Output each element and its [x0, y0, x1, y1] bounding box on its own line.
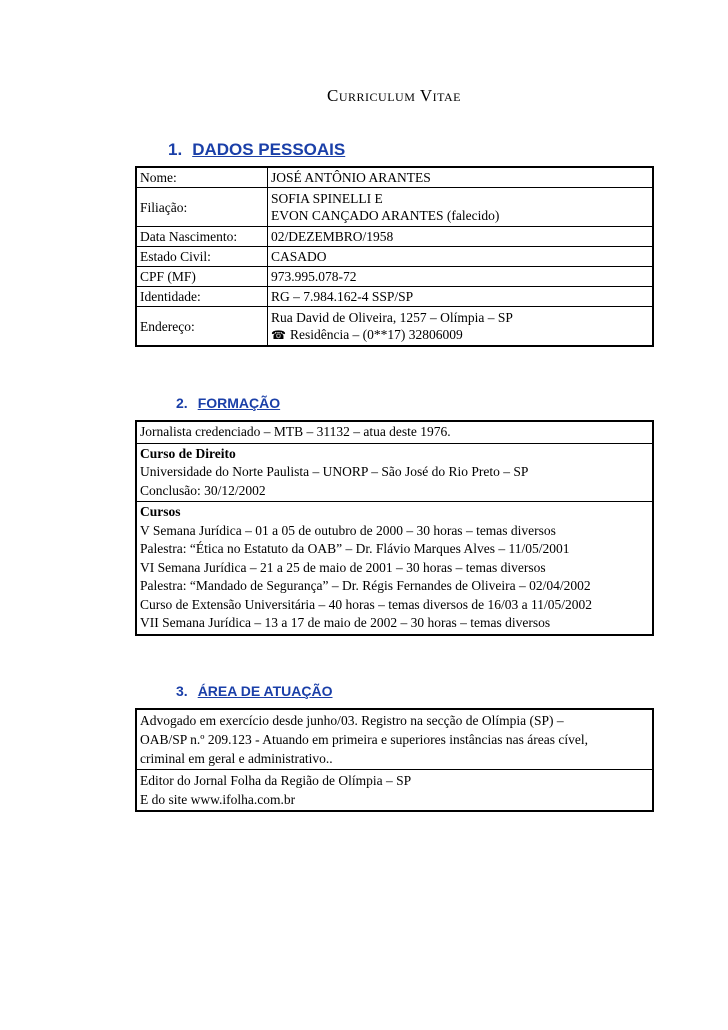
table-row [136, 247, 653, 267]
field-value [268, 188, 654, 227]
field-value: 02/DEZEMBRO/1958 [268, 227, 654, 247]
item-line: Advogado em exercício desde junho/03. Registro na secção de Olímpia (SP) – [140, 713, 564, 728]
field-label: Identidade: [136, 287, 268, 307]
field-label: Filiação: [136, 188, 268, 227]
item-line: V Semana Jurídica – 01 a 05 de outubro de 2000 – 30 horas – temas diversos [140, 522, 556, 538]
field-value: RG – 7.984.162-4 SSP/SP [268, 287, 654, 307]
item-line: VI Semana Jurídica – 21 a 25 de maio de 2001 – 30 horas – temas diversos [140, 559, 546, 575]
table-row [136, 267, 653, 287]
list-item [137, 444, 652, 503]
item-line: VII Semana Jurídica – 13 a 17 de maio de 2002 – 30 horas – temas diversos [140, 615, 551, 630]
section-heading-formacao [176, 395, 280, 411]
list-item [137, 710, 652, 770]
document-title: Curriculum Vitae [327, 86, 461, 105]
item-line: E do site www.ifolha.com.br [140, 792, 296, 807]
personal-data-table [135, 166, 654, 347]
field-label: Data Nascimento: [136, 227, 268, 247]
section-heading-dados-pessoais [168, 140, 345, 160]
section-heading-area-atuacao [176, 683, 333, 699]
field-value: CASADO [268, 247, 654, 267]
field-label: Estado Civil: [136, 247, 268, 267]
field-value [268, 307, 654, 347]
item-line: Palestra: “Mandado de Segurança” – Dr. Régis Fernandes de Oliveira – 02/04/2002 [140, 578, 591, 593]
table-row [136, 227, 653, 247]
item-line: Universidade do Norte Paulista – UNORP – São José do Rio Preto – SP [140, 464, 529, 479]
section-number: 1. [168, 140, 183, 159]
item-line: Curso de Extensão Universitária – 40 horas – temas diversos de 16/03 a 11/05/2002 [140, 596, 593, 612]
table-row [136, 307, 653, 347]
value-line [271, 326, 649, 344]
item-line: Editor do Jornal Folha da Região de Olímpia – SP [140, 773, 412, 788]
education-box [135, 420, 654, 636]
list-item [137, 770, 652, 810]
field-label: Nome: [136, 167, 268, 188]
phone-text: Residência – (0**17) 32806009 [289, 326, 463, 342]
field-label: CPF (MF) [136, 267, 268, 287]
work-area-box [135, 708, 654, 812]
section-title: ÁREA DE ATUAÇÃO [197, 683, 333, 699]
value-line: SOFIA SPINELLI E [271, 191, 383, 206]
section-number: 3. [176, 683, 188, 699]
section-title: DADOS PESSOAIS [192, 140, 346, 159]
field-value: 973.995.078-72 [268, 267, 654, 287]
value-line: Rua David de Oliveira, 1257 – Olímpia – SP [271, 309, 513, 325]
table-row [136, 188, 653, 227]
table-row [136, 287, 653, 307]
phone-icon: ☎ [271, 327, 286, 342]
list-item: Jornalista credenciado – MTB – 31132 – atua deste 1976. [137, 422, 652, 444]
item-line: Palestra: “Ética no Estatuto da OAB” – Dr. Flávio Marques Alves – 11/05/2001 [140, 541, 570, 556]
section-title: FORMAÇÃO [197, 395, 281, 411]
item-title: Curso de Direito [140, 445, 236, 461]
field-label: Endereço: [136, 307, 268, 347]
value-line: EVON CANÇADO ARANTES (falecido) [271, 208, 500, 223]
list-item [137, 502, 652, 634]
item-line: Conclusão: 30/12/2002 [140, 482, 266, 498]
item-line: OAB/SP n.º 209.123 - Atuando em primeira e superiores instâncias nas áreas cível, [140, 732, 588, 747]
table-row [136, 167, 653, 188]
field-value: JOSÉ ANTÔNIO ARANTES [268, 167, 654, 188]
item-line: criminal em geral e administrativo.. [140, 751, 333, 766]
item-title: Cursos [140, 504, 181, 519]
section-number: 2. [176, 395, 188, 411]
